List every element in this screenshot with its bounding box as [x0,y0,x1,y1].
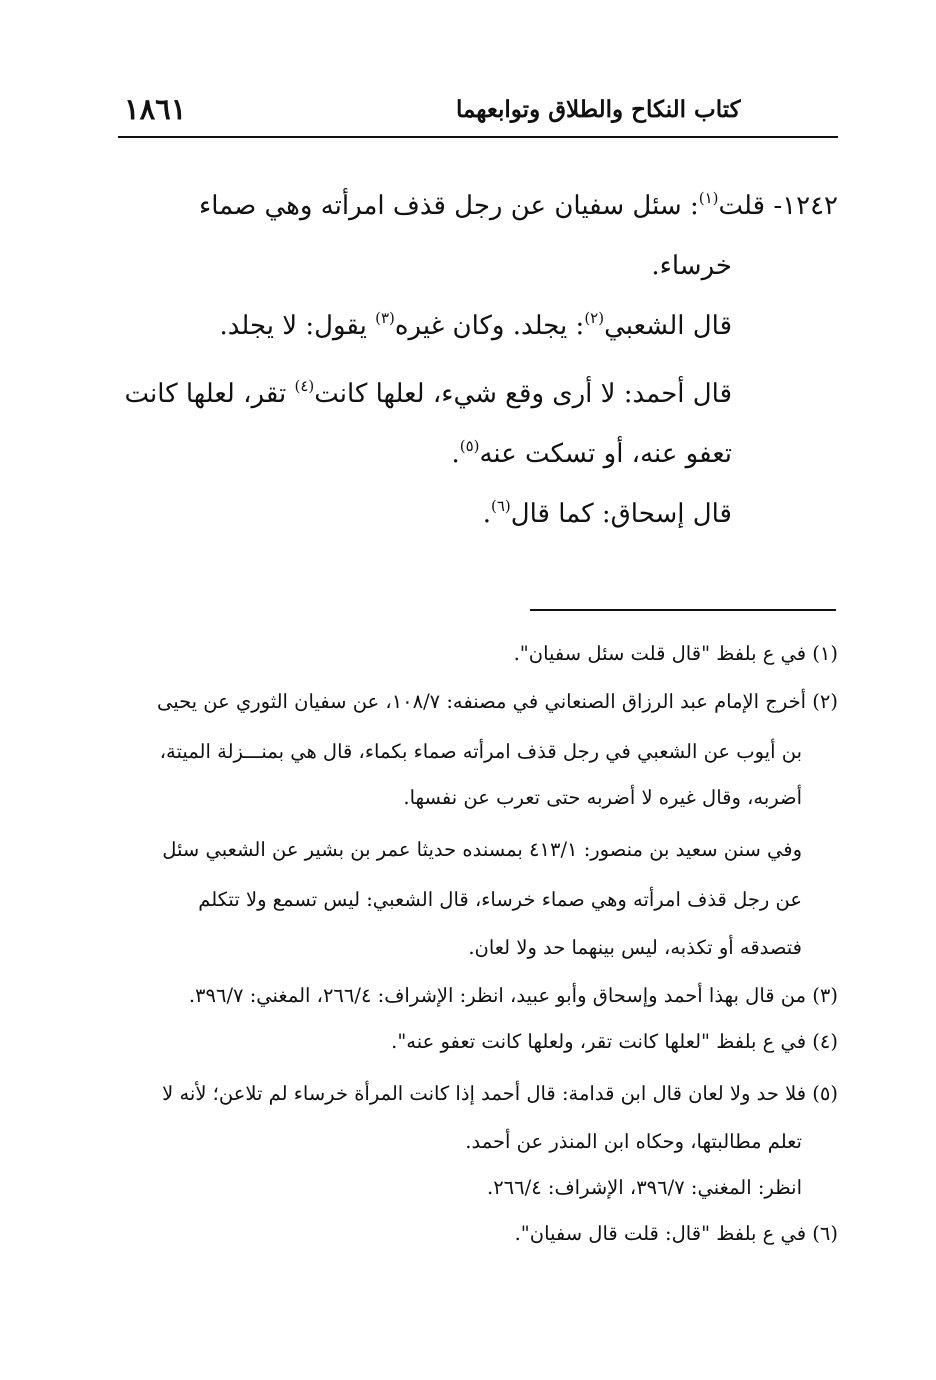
ahmad-answer: قال أحمد: لا أرى وقع شيء، لعلها كانت [314,379,732,409]
entry-line-2 [651,236,732,296]
footnote-separator [530,609,836,611]
main-text [118,176,838,556]
ahmad-answer-cont: تقر، لعلها كانت [124,379,295,409]
footnote-3: (٣) من قال بهذا أحمد وإسحاق وأبو عبيد، انظر: الإشراف: ٢٦٦/٤، المغني: ٣٩٦/٧. [188,984,838,1007]
footnote-ref-6[interactable]: (٦) [490,497,511,515]
entry-number-and-qult: ١٢٤٢- قلت [718,191,838,221]
entry-question: : سئل سفيان عن رجل قذف امرأته وهي صماء [198,191,699,221]
footnote-2-line-3: أضربه، وقال غيره لا أضربه حتى تعرب عن نفسها. [403,786,802,809]
period: . [482,499,491,529]
footnote-ref-4[interactable]: (٤) [294,377,315,395]
footnote-ref-5[interactable]: (٥) [459,437,480,455]
footnote-2-line-5: عن رجل قذف امرأته وهي صماء خرساء، قال الشعبي: ليس تسمع ولا تتكلم [198,888,802,911]
footnote-2-line-1: (٢) أخرج الإمام عبد الرزاق الصنعاني في مصنفه: ١٠٨/٧، عن سفيان الثوري عن يحيى [156,690,838,713]
footnote-5-line-1: (٥) فلا حد ولا لعان قال ابن قدامة: قال أحمد إذا كانت المرأة خرساء لم تلاعن؛ لأنه لا [162,1082,838,1105]
page-header [118,92,836,132]
running-title: كتاب النكاح والطلاق وتوابعهما [456,96,741,123]
footnote-2-line-2: بن أيوب عن الشعبي في رجل قذف امرأته صماء بكماء، قال هي بمنـــزلة الميتة، [159,740,802,763]
footnote-2-line-6: فتصدقه أو تكذبه، ليس بينهما حد ولا لعان. [468,936,802,959]
page-number: ١٨٦١ [124,92,187,126]
others-answer: يقول: لا يجلد. [219,311,376,341]
entry-line-5 [451,424,732,484]
footnote-5-line-2: تعلم مطالبتها، وحكاه ابن المنذر عن أحمد. [465,1130,802,1153]
shabi-answer: : يجلد. وكان غيره [394,311,585,341]
footnote-ref-2[interactable]: (٢) [584,309,605,327]
footnote-4: (٤) في ع بلفظ "لعلها كانت تقر، ولعلها كانت تعفو عنه". [391,1030,838,1053]
footnotes [118,628,838,1248]
footnote-ref-1[interactable]: (١) [698,189,719,207]
footnote-2-line-4: وفي سنن سعيد بن منصور: ٤١٣/١ بمسنده حديثا عمر بن بشير عن الشعبي سئل [162,838,802,861]
shabi-label: قال الشعبي [604,311,732,341]
footnote-1: (١) في ع بلفظ "قال قلت سئل سفيان". [513,642,838,665]
ahmad-answer-end: تعفو عنه، أو تسكت عنه [479,439,732,469]
entry-question-end: خرساء. [651,251,732,281]
header-rule [118,136,838,138]
footnote-5-line-3: انظر: المغني: ٣٩٦/٧، الإشراف: ٢٦٦/٤. [487,1176,802,1199]
entry-line-6 [483,484,732,544]
entry-line-4 [125,364,732,424]
footnote-ref-3[interactable]: (٣) [375,309,395,327]
footnote-6: (٦) في ع بلفظ "قال: قلت قال سفيان". [514,1222,838,1245]
entry-line-1 [199,176,838,236]
entry-line-3 [219,296,732,356]
period: . [451,439,460,469]
ishaq-answer: قال إسحاق: كما قال [510,499,732,529]
